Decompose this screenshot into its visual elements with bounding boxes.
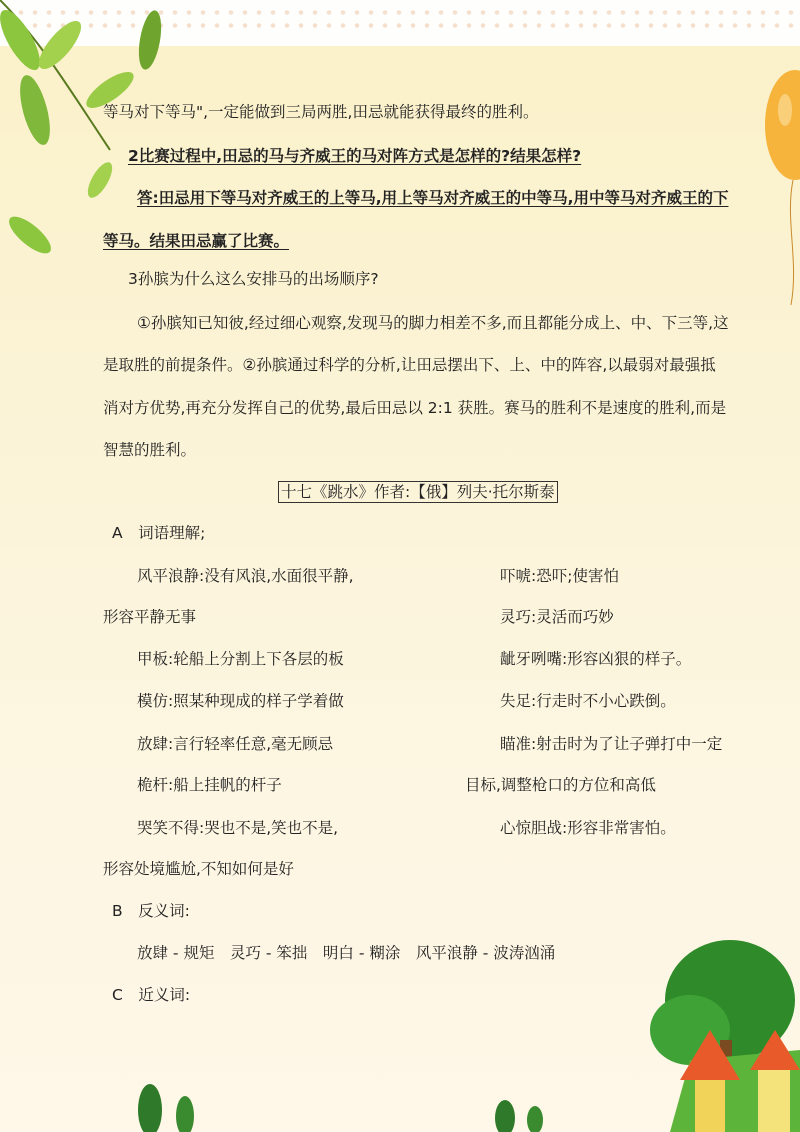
balloon-decoration	[755, 60, 800, 310]
answer-2-line2: 等马。结果田忌赢了比赛。	[103, 232, 290, 250]
small-trees-middle	[490, 1096, 570, 1132]
answer-2-line1: 答:田忌用下等马对齐威王的上等马,用上等马对齐威王的中等马,用中等马对齐威王的下	[137, 189, 729, 207]
vocab-right-1: 吓唬:恐吓;使害怕	[500, 567, 619, 585]
section-b-label: B 反义词:	[112, 902, 190, 920]
vocab-right-6: 心惊胆战:形容非常害怕。	[500, 819, 676, 837]
answer-3-line1: ①孙膑知已知彼,经过细心观察,发现马的脚力相差不多,而且都能分成上、中、下三等,这	[137, 314, 729, 332]
vocab-right-5: 瞄准:射击时为了让子弹打中一定	[500, 735, 723, 753]
vocab-right-3: 龇牙咧嘴:形容凶狠的样子。	[500, 650, 692, 668]
vocab-left-2: 甲板:轮船上分割上下各层的板	[137, 650, 344, 668]
vocab-left-1-cont: 形容平静无事	[103, 608, 197, 626]
paragraph-continuation: 等马对下等马",一定能做到三局两胜,田忌就能获得最终的胜利。	[103, 103, 539, 121]
vocab-right-4: 失足:行走时不小心跌倒。	[500, 692, 676, 710]
small-trees-left	[130, 1080, 210, 1132]
vocab-left-6: 哭笑不得:哭也不是,笑也不是,	[137, 819, 339, 837]
vocab-right-5-cont: 目标,调整枪口的方位和高低	[465, 776, 656, 794]
vocab-left-6-cont: 形容处境尴尬,不知如何是好	[103, 860, 294, 878]
lesson-title: 十七《跳水》作者:【俄】列夫·托尔斯泰	[278, 481, 558, 503]
question-2: 2比赛过程中,田忌的马与齐威王的马对阵方式是怎样的?结果怎样?	[128, 147, 582, 165]
answer-3-line4: 智慧的胜利。	[103, 441, 197, 459]
question-3: 3孙膑为什么这么安排马的出场顺序?	[128, 270, 379, 288]
vocab-left-5: 桅杆:船上挂帆的杆子	[137, 776, 282, 794]
vocab-right-2: 灵巧:灵活而巧妙	[500, 608, 614, 626]
antonyms-line: 放肆 - 规矩 灵巧 - 笨拙 明白 - 糊涂 风平浪静 - 波涛汹涌	[137, 944, 556, 962]
section-c-label: C 近义词:	[112, 986, 191, 1004]
vocab-left-4: 放肆:言行轻率任意,毫无顾忌	[137, 735, 334, 753]
vocab-left-1: 风平浪静:没有风浪,水面很平静,	[137, 567, 354, 585]
answer-3-line2: 是取胜的前提条件。②孙膑通过科学的分析,让田忌摆出下、上、中的阵容,以最弱对最强抵	[103, 356, 716, 374]
section-a-label: A 词语理解;	[112, 524, 206, 542]
tree-house-decoration	[600, 930, 800, 1132]
answer-3-line3: 消对方优势,再充分发挥自己的优势,最后田忌以 2:1 获胜。赛马的胜利不是速度的胜利,而是	[103, 399, 727, 417]
vocab-left-3: 模仿:照某种现成的样子学着做	[137, 692, 344, 710]
